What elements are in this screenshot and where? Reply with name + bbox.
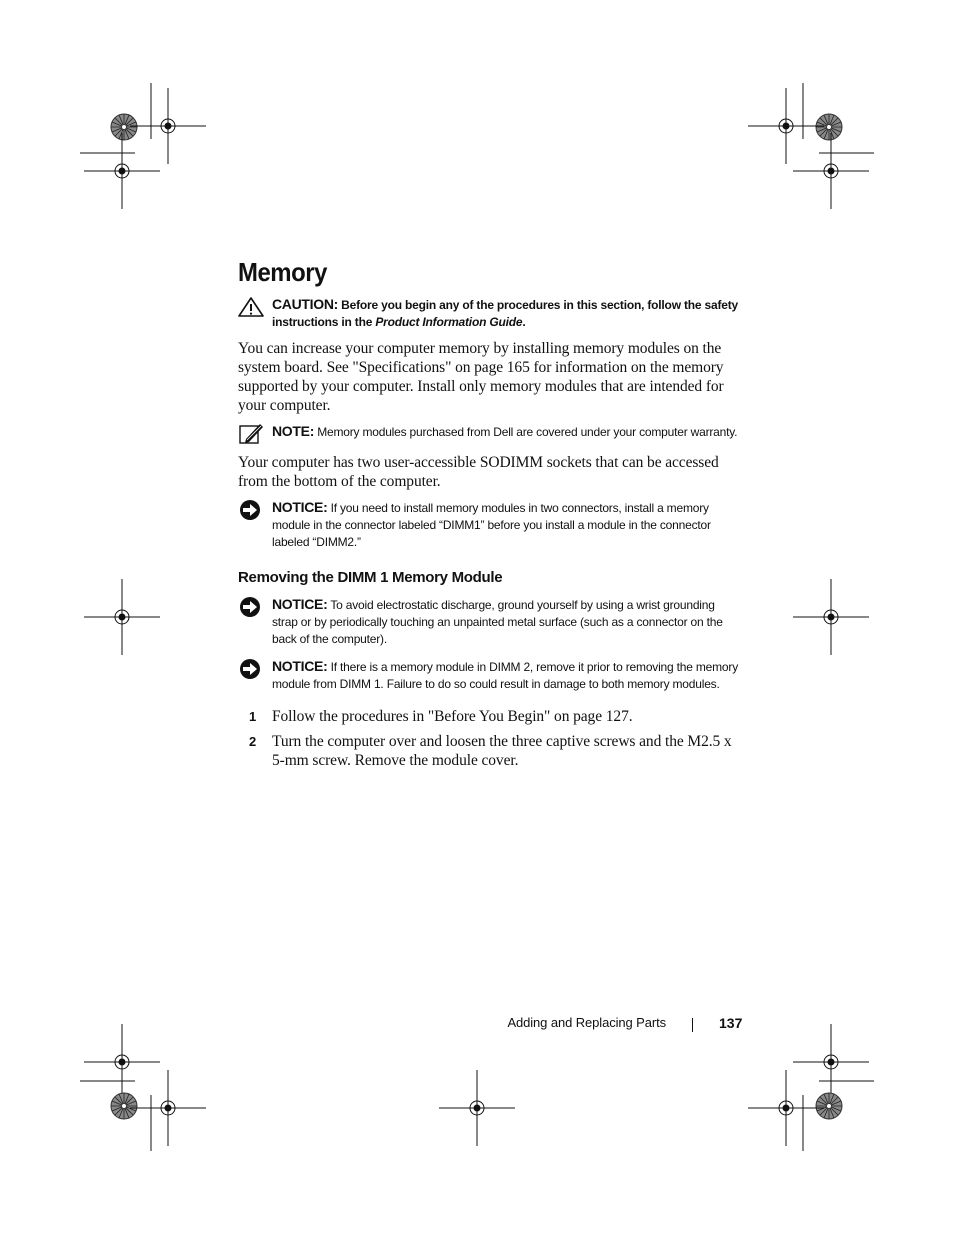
notice-text-1: NOTICE: If you need to install memory modules in two connectors, install a memory module in the connector labeled “DIMM1” before you install a module in the connector labeled “DIMM2.” xyxy=(272,499,711,549)
caution-text: CAUTION: Before you begin any of the procedures in this section, follow the safety instructions in the Product Information Guide. xyxy=(272,296,738,329)
notice-text-3: NOTICE: If there is a memory module in DIMM 2, remove it prior to removing the memory module from DIMM 1. Failure to do so could result in damage to both memory modules. xyxy=(272,658,738,691)
guide-title: Product Information Guide xyxy=(375,315,523,329)
sodimm-paragraph: Your computer has two user-accessible SODIMM sockets that can be accessed from the bottom of the computer. xyxy=(238,454,719,490)
note-pencil-icon xyxy=(238,423,272,445)
notice-block-2 xyxy=(238,596,738,648)
step-item-1 xyxy=(238,707,738,726)
step-text: Follow the procedures in "Before You Begin" on page 127. xyxy=(272,708,633,725)
caution-label: CAUTION: xyxy=(272,296,339,312)
notice-icon xyxy=(238,658,272,680)
note-text: NOTE: Memory modules purchased from Dell are covered under your computer warranty. xyxy=(272,423,738,439)
page-footer xyxy=(0,1015,954,1039)
page-title: Memory xyxy=(238,257,327,287)
notice-label-2: NOTICE: xyxy=(272,596,328,612)
footer-divider xyxy=(692,1018,693,1032)
caution-icon xyxy=(238,296,272,318)
memory-intro-paragraph: You can increase your computer memory by installing memory modules on the system board. See "Specifications" on page 165 for information on the memory supported by your computer. Install only memory modules that are intended for your computer. xyxy=(238,340,724,414)
caution-block xyxy=(238,296,738,331)
footer-section-title: Adding and Replacing Parts xyxy=(507,1015,666,1030)
notice-icon xyxy=(238,499,272,521)
notice-label-3: NOTICE: xyxy=(272,658,328,674)
page-content xyxy=(238,252,738,770)
notice-icon xyxy=(238,596,272,618)
note-block xyxy=(238,423,738,445)
notice-block-1 xyxy=(238,499,738,551)
note-label: NOTE: xyxy=(272,423,315,439)
notice-block-3 xyxy=(238,658,738,693)
step-number: 1 xyxy=(249,709,257,724)
notice-label-1: NOTICE: xyxy=(272,499,328,515)
step-item-2 xyxy=(238,732,738,770)
section-heading: Removing the DIMM 1 Memory Module xyxy=(238,569,503,586)
step-text: Turn the computer over and loosen the three captive screws and the M2.5 x 5-mm screw. Remove the module cover. xyxy=(272,733,732,769)
page-number: 137 xyxy=(719,1015,743,1031)
notice-text-2: NOTICE: To avoid electrostatic discharge, ground yourself by using a wrist grounding strap or by periodically touching an unpainted metal surface (such as a connector on the back of the computer). xyxy=(272,596,723,646)
step-number: 2 xyxy=(249,734,257,749)
